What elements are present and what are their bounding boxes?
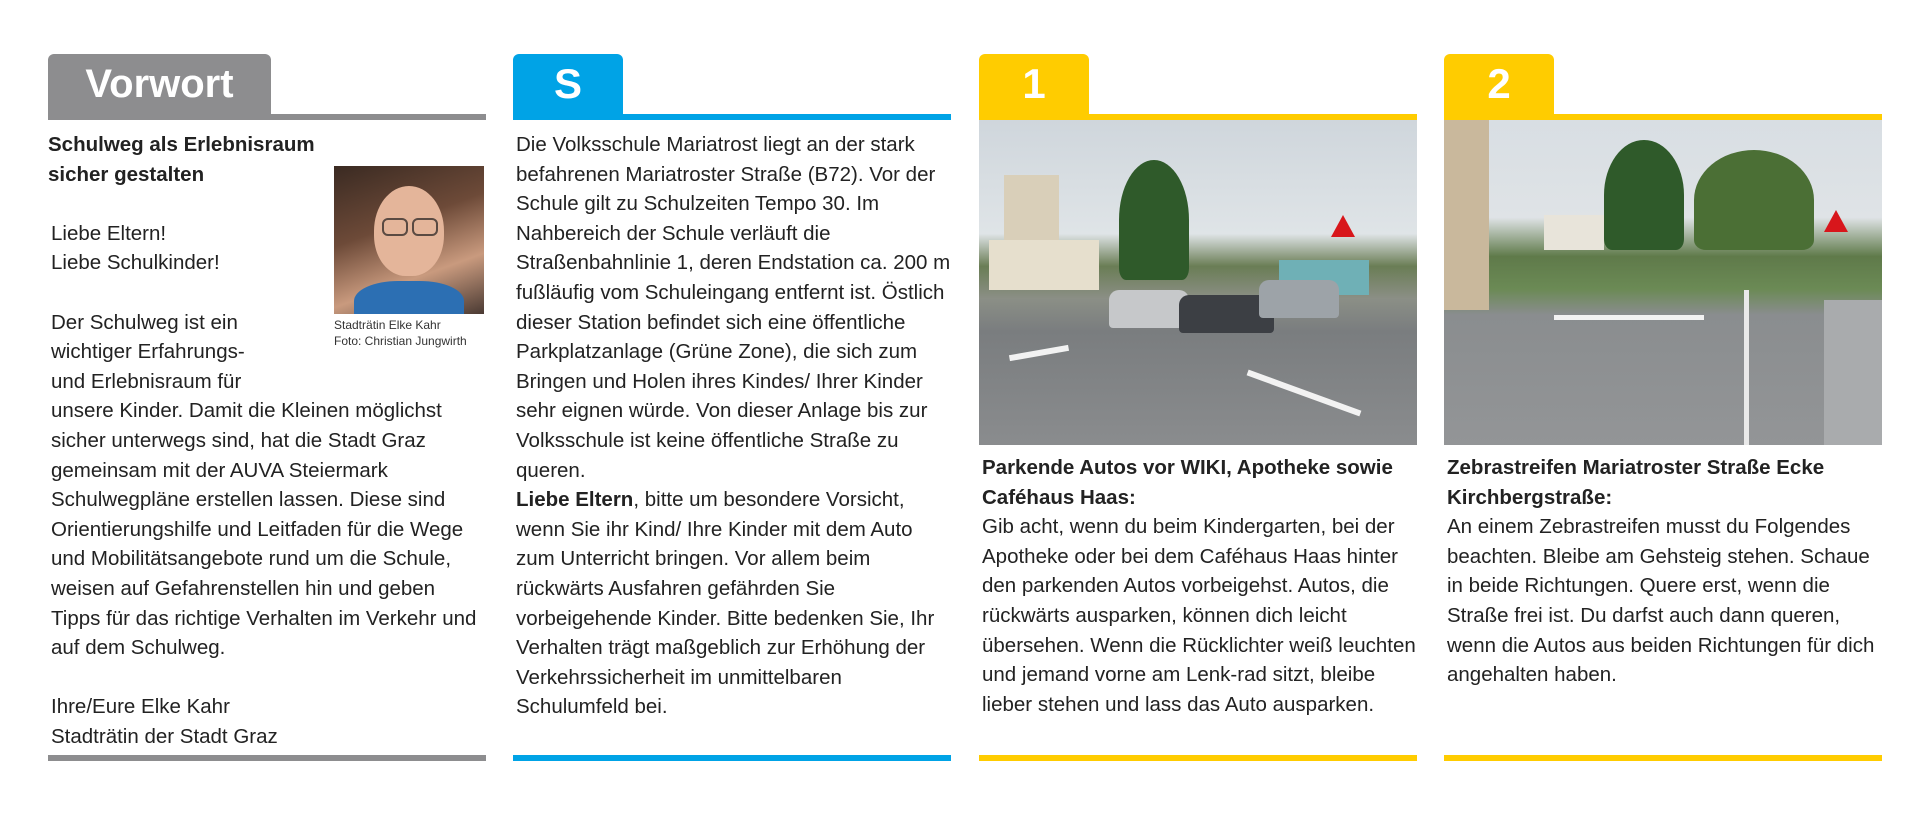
vorwort-heading-line2: sicher gestalten — [48, 162, 205, 186]
point-1-heading: Parkende Autos vor WIKI, Apotheke sowie Caféhaus Haas: — [982, 456, 1393, 509]
caption-name: Stadträtin Elke Kahr — [334, 318, 441, 332]
point-2-photo — [1444, 120, 1882, 445]
vorwort-para-line1: Der Schulweg ist ein — [51, 310, 238, 334]
vorwort-bottom-rule — [48, 755, 486, 761]
vorwort-heading-line1: Schulweg als Erlebnisraum — [48, 133, 315, 156]
point-2-section — [1444, 54, 1882, 690]
school-rest-text: , bitte um besondere Vorsicht, wenn Sie ihr Kind/ Ihre Kinder mit dem Auto zum Unterricht bringen. Vor allem beim rückwärts Ausfahren gefährden Sie vorbeigehende Kinder. Bitte bedenken Sie, Ihr Verhalten trägt maßgeblich zur Erhöhung der Verkehrssicherheit im unmittelbaren Schulumfeld bei. — [516, 488, 935, 719]
vorwort-para-line3: und Erlebnisraum für — [51, 369, 242, 393]
vorwort-para-line2: wichtiger Erfahrungs- — [51, 340, 245, 364]
vorwort-tab: Vorwort — [48, 54, 271, 114]
point-1-text: Gib acht, wenn du beim Kindergarten, bei der Apotheke oder bei dem Caféhaus Haas hinter den parkenden Autos vorbeigehst. Autos, die rückwärts ausparken, können dich leicht übersehen. Wenn die Rücklichter weiß leuchten und jemand vorne am Lenk-rad sitzt, bleibe lieber stehen und lass das Auto ausparken. — [982, 515, 1416, 716]
point-2-heading: Zebrastreifen Mariatroster Straße Ecke Kirchbergstraße: — [1447, 456, 1825, 509]
point-2-text: An einem Zebrastreifen musst du Folgendes beachten. Bleibe am Gehsteig stehen. Schaue in beide Richtungen. Quere erst, wenn die Straße frei ist. Du darfst auch dann queren, wenn die Autos aus beiden Richtungen für dich angehalten haben. — [1447, 515, 1875, 687]
school-intro-text: Die Volksschule Mariatrost liegt an der stark befahrenen Mariatroster Straße (B72). Vor der Schule gilt zu Schulzeiten Tempo 30. Im Nahbereich der Schule verläuft die Straßenbahnlinie 1, deren Endstation ca. 200 m fußläufig vom Schuleingang entfernt ist. Östlich dieser Station befindet sich eine öffentliche Parkplatzanlage (Grüne Zone), die sich zum Bringen und Holen ihres Kindes/ Ihrer Kinder sehr eignen würde. Von dieser Anlage bis zur Volksschule ist keine öffentliche Straße zu queren. — [516, 133, 951, 482]
portrait-caption — [334, 317, 467, 349]
school-section — [513, 54, 951, 722]
point-1-section — [979, 54, 1417, 719]
greeting-parents: Liebe Eltern! — [51, 221, 167, 245]
point-1-photo — [979, 120, 1417, 445]
school-bold-lead: Liebe Eltern — [516, 488, 634, 512]
vorwort-paragraph: unsere Kinder. Damit die Kleinen möglichst sicher unterwegs sind, hat die Stadt Graz gemeinsam mit der AUVA Steiermark Schulwegpläne erstellen lassen. Diese sind Orientierungshilfe und Leitfaden für die Wege und Mobilitätsangebote rund um die Schule, weisen auf Gefahrenstellen hin und geben Tipps für das richtige Verhalten im Verkehr und auf dem Schulweg. — [51, 399, 477, 660]
school-bottom-rule — [513, 755, 951, 761]
portrait-photo — [334, 166, 484, 314]
signature-name: Ihre/Eure Elke Kahr — [51, 695, 230, 719]
point-1-bottom-rule — [979, 755, 1417, 761]
point-1-tab: 1 — [979, 54, 1089, 114]
point-2-tab: 2 — [1444, 54, 1554, 114]
point-2-bottom-rule — [1444, 755, 1882, 761]
school-tab: S — [513, 54, 623, 114]
greeting-children: Liebe Schulkinder! — [51, 251, 220, 275]
caption-credit: Foto: Christian Jungwirth — [334, 334, 467, 348]
signature-title: Stadträtin der Stadt Graz — [51, 724, 278, 748]
vorwort-section — [48, 54, 486, 751]
